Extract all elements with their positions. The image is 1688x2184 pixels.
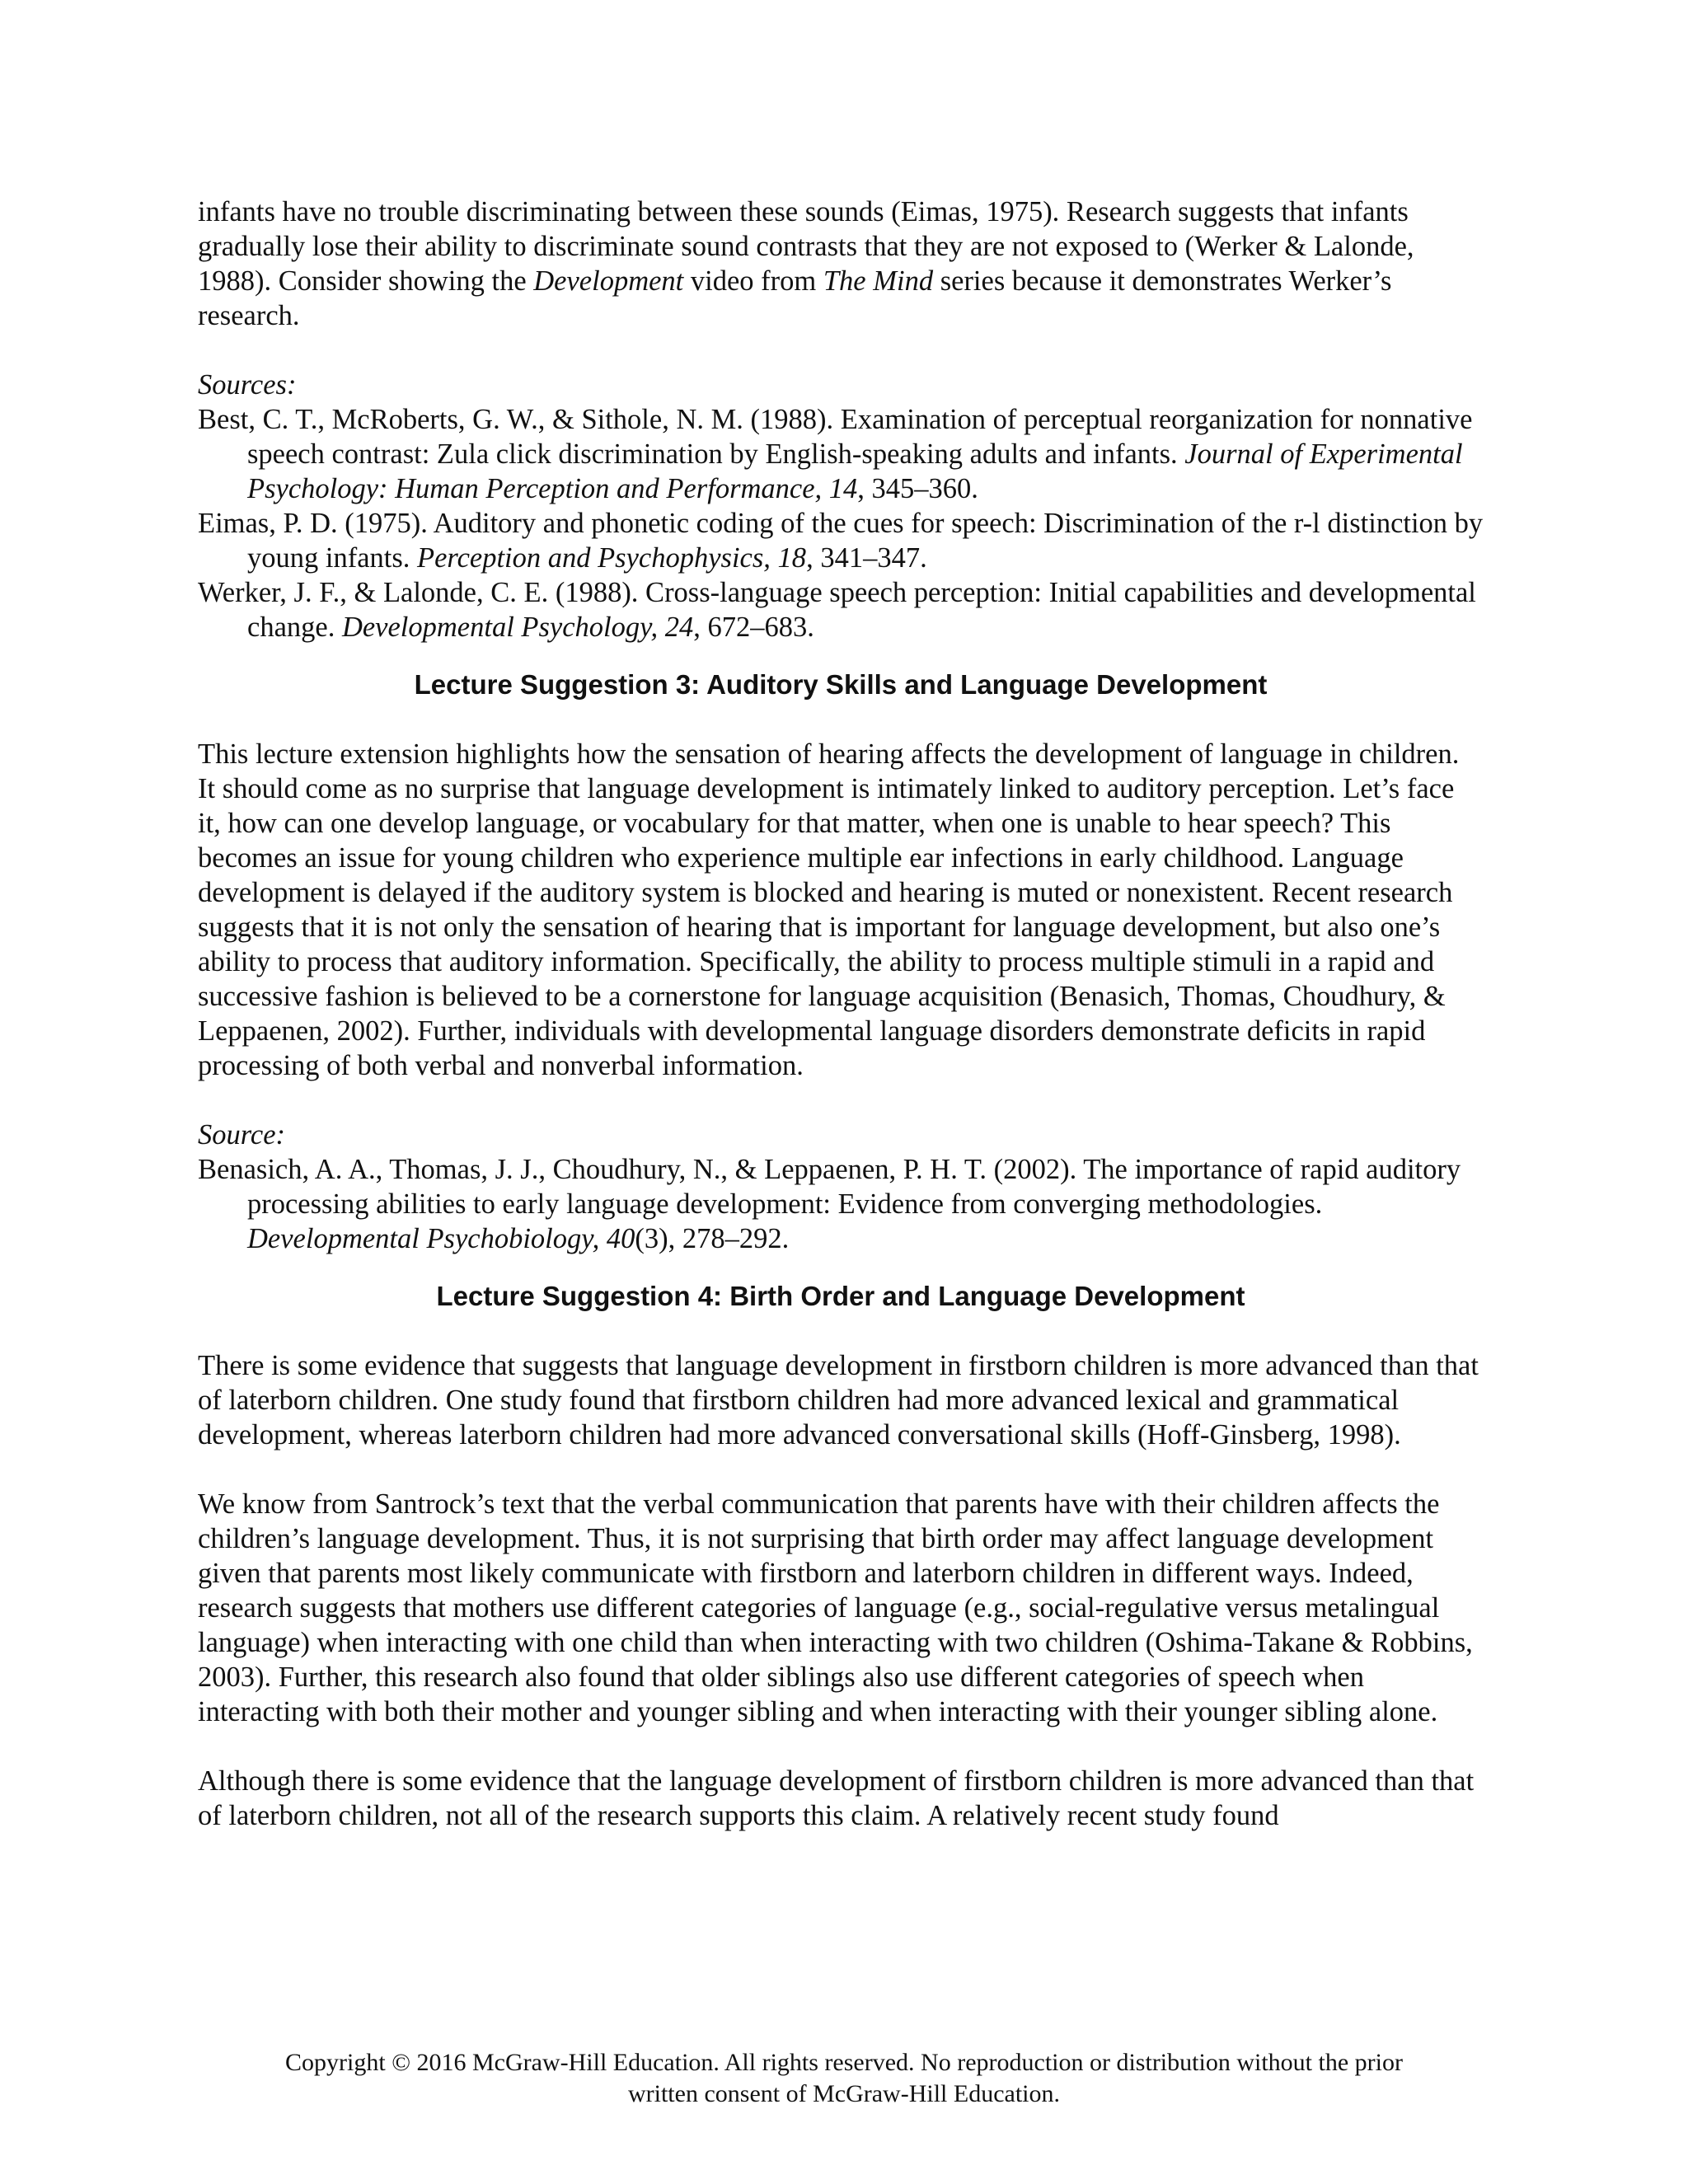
reference-list	[198, 1152, 1484, 1256]
series-title: The Mind	[823, 265, 934, 297]
copyright-line-2: written consent of McGraw-Hill Education.	[627, 2080, 1061, 2107]
section-4-paragraph-1: There is some evidence that suggests that language development in firstborn children is more advanced than that of laterborn children. One study found that firstborn children had more advanced lexical and grammatical development, whereas laterborn children had more advanced conversational skills (Hoff-Ginsberg, 1998).	[198, 1350, 1479, 1451]
reference-item: Benasich, A. A., Thomas, J. J., Choudhury, N., & Leppaenen, P. H. T. (2002). The importance of rapid auditory processing abilities to early language development: Evidence from converging methodologies. Developmental Psychobiology, 40(3), 278–292.	[198, 1154, 1461, 1254]
intro-paragraph: infants have no trouble discriminating between these sounds (Eimas, 1975). Research suggests that infants gradually lose their ability to discriminate sound contrasts that they are not exposed to (Werker & Lalonde, 1988). Consider showing the Development video from The Mind series because it demonstrates Werker’s research.	[198, 196, 1414, 331]
video-title: Development	[533, 265, 684, 297]
reference-item: Eimas, P. D. (1975). Auditory and phonetic coding of the cues for speech: Discrimination of the r-l distinction by young infants. Perception and Psychophysics, 18, 341–347.	[198, 508, 1484, 574]
copyright-footer	[198, 2047, 1490, 2110]
section-4-paragraph-3: Although there is some evidence that the language development of firstborn children is more advanced than that of laterborn children, not all of the research supports this claim. A relatively recent study found	[198, 1765, 1475, 1831]
reference-item: Best, C. T., McRoberts, G. W., & Sithole, N. M. (1988). Examination of perceptual reorganization for nonnative speech contrast: Zula click discrimination by English-speaking adults and infants. Journal of Experimental Psychology: Human Perception and Performance, 14, 345–360.	[198, 404, 1473, 504]
document-page	[198, 194, 1484, 1868]
sources-label: Sources:	[198, 369, 297, 401]
section-heading-4: Lecture Suggestion 4: Birth Order and Language Development	[436, 1281, 1245, 1311]
section-3-paragraph: This lecture extension highlights how the sensation of hearing affects the development of language in children. It should come as no surprise that language development is intimately linked to auditory perception. Let’s face it, how can one develop language, or vocabulary for that matter, when one is unable to hear speech? This becomes an issue for young children who experience multiple ear infections in early childhood. Language development is delayed if the auditory system is blocked and hearing is muted or nonexistent. Recent research suggests that it is not only the sensation of hearing that is important for language development, but also one’s ability to process that auditory information. Specifically, the ability to process multiple stimuli in a rapid and successive fashion is believed to be a cornerstone for language acquisition (Benasich, Thomas, Choudhury, & Leppaenen, 2002). Further, individuals with developmental language disorders demonstrate deficits in rapid processing of both verbal and nonverbal information.	[198, 738, 1460, 1081]
reference-item: Werker, J. F., & Lalonde, C. E. (1988). Cross-language speech perception: Initial capabilities and developmental change. Developmental Psychology, 24, 672–683.	[198, 577, 1476, 643]
section-4-paragraph-2: We know from Santrock’s text that the verbal communication that parents have with their children affects the children’s language development. Thus, it is not surprising that birth order may affect language development given that parents most likely communicate with firstborn and laterborn children in different ways. Indeed, research suggests that mothers use different categories of language (e.g., social-regulative versus metalingual language) when interacting with one child than when interacting with two children (Oshima-Takane & Robbins, 2003). Further, this research also found that older siblings also use different categories of speech when interacting with both their mother and younger sibling and when interacting with their younger sibling alone.	[198, 1488, 1473, 1727]
section-heading-3: Lecture Suggestion 3: Auditory Skills and Language Development	[414, 669, 1268, 700]
reference-list	[198, 402, 1484, 644]
copyright-line-1: Copyright © 2016 McGraw-Hill Education. All rights reserved. No reproduction or distribution without the prior	[285, 2049, 1403, 2076]
source-label: Source:	[198, 1119, 286, 1151]
